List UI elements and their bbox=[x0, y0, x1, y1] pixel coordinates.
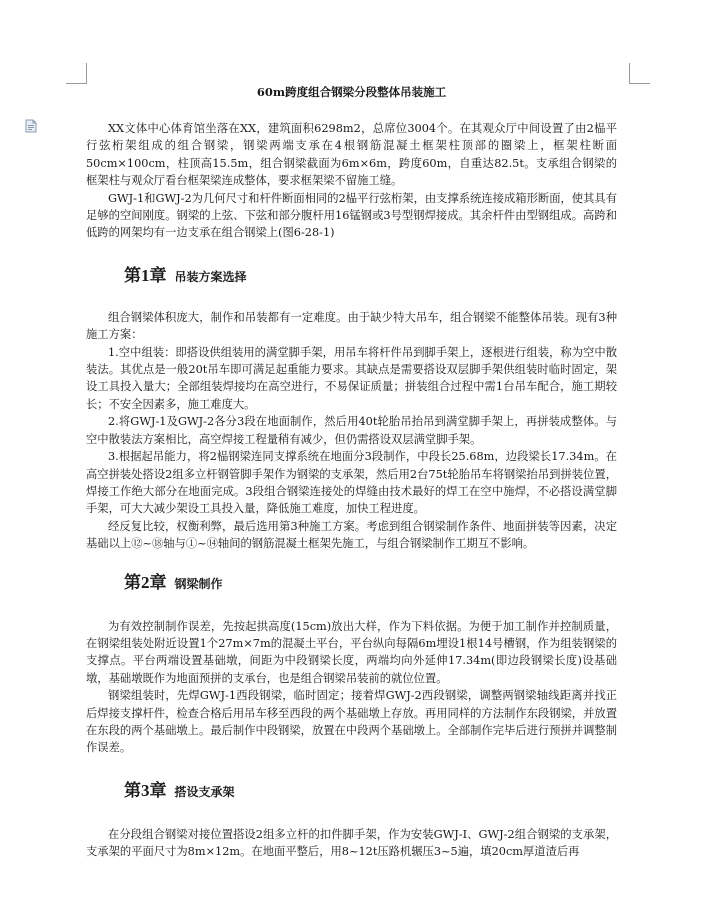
document-title: 60m跨度组合钢梁分段整体吊装施工 bbox=[256, 85, 447, 99]
intro-paragraph: GWJ-1和GWJ-2为几何尺寸和杆件断面相同的2榀平行弦桁架，由支撑系统连接成箱形断面，使其具有足够的空间刚度。钢梁的上弦、下弦和部分腹杆用16锰钢或3号型钢焊接成。其余杆件由型钢组成。高跨和低跨的网架均有一边支承在组合钢梁上(图6-28-1) bbox=[86, 191, 617, 240]
document-body bbox=[86, 82, 617, 861]
page-corner-mark-top-right bbox=[629, 63, 650, 84]
chapter-paragraph: 2.将GWJ-1及GWJ-2各分3段在地面制作，然后用40t轮胎吊抬吊到满堂脚手架上，再拼装成整体。与空中散装法方案相比，高空焊接工程量稍有减少，但仍需搭设双层满堂脚手架。 bbox=[86, 415, 617, 446]
chapter-paragraph: 3.根据起吊能力，将2榀钢梁连同支撑系统在地面分3段制作，中段长25.68m，边段梁长17.34m。在高空拼装处搭设2组多立杆钢管脚手架作为钢梁的支承架，然后用2台75t轮胎吊车将钢梁抬吊到拼装位置，焊接工作绝大部分在地面完成。3段组合钢梁连接处的焊缝由技术最好的焊工在空中施焊，不必搭设满堂脚手架，可大大减少架设工具投入量，降低施工难度，加快工程进度。 bbox=[86, 450, 617, 516]
chapter-name: 吊装方案选择 bbox=[174, 269, 247, 284]
chapter-paragraph: 经反复比较，权衡利弊，最后选用第3种施工方案。考虑到组合钢梁制作条件、地面拼装等因素，决定基础以上⑫~⑱轴与①~⑭轴间的钢筋混凝土框架先施工，与组合钢梁制作工期互不影响。 bbox=[86, 519, 617, 551]
document-icon[interactable] bbox=[24, 118, 38, 132]
chapter-number: 第1章 bbox=[124, 265, 167, 285]
chapter-name: 搭设支承架 bbox=[174, 784, 235, 799]
chapter-number: 第2章 bbox=[124, 572, 167, 592]
chapter-heading bbox=[86, 779, 617, 804]
chapter-paragraph: 钢梁组装时，先焊GWJ-1西段钢梁，临时固定；接着焊GWJ-2西段钢梁，调整两钢梁轴线距离并找正后焊接支撑杆件，检查合格后用吊车移至西段的两个基础墩上存放。再用同样的方法制作东段钢梁，并放置在东段的两个基础墩上。最后制作中段钢梁，放置在中段两个基础墩上。全部制作完毕后进行预拼并调整制作误差。 bbox=[86, 689, 617, 755]
chapter-paragraph: 为有效控制制作误差，先按起拱高度(15cm)放出大样，作为下料依据。为便于加工制作并控制质量，在钢梁组装处附近设置1个27m×7m的混凝土平台，平台纵向每隔6m埋设1根14号槽钢，作为组装钢梁的支撑点。平台两端设置基础墩，间距为中段钢梁长度，两端均向外延伸17.34m(即边段钢梁长度)设基础墩，基础墩既作为地面预拼的支承台，也是组合钢梁吊装前的就位位置。 bbox=[86, 619, 617, 685]
chapter-heading bbox=[86, 264, 617, 289]
page-corner-mark-top-left bbox=[66, 63, 87, 84]
intro-paragraph: XX文体中心体育馆坐落在XX，建筑面积6298m2，总席位3004个。在其观众厅中间设置了由2榀平行弦桁架组成的组合钢梁，钢梁两端支承在4根钢筋混凝土框架柱顶部的圈梁上，框架柱断面50cm×100cm，柱顶高15.5m，组合钢梁截面为6m×6m，跨度60m，自重达82.5t。支承组合钢梁的框架柱与观众厅看台框架梁连成整体，要求框架梁不留施工缝。 bbox=[86, 122, 617, 188]
chapter-paragraph: 在分段组合钢梁对接位置搭设2组多立杆的扣件脚手架，作为安装GWJ-I、GWJ-2组合钢梁的支承架，支承架的平面尺寸为8m×12m。在地面平整后，用8~12t压路机辗压3~5遍，填20cm厚道渣后再 bbox=[86, 827, 617, 859]
chapter-number: 第3章 bbox=[124, 780, 167, 800]
chapter-name: 钢梁制作 bbox=[174, 576, 223, 591]
chapter-heading bbox=[86, 571, 617, 596]
chapter-paragraph: 组合钢梁体积庞大，制作和吊装都有一定难度。由于缺少特大吊车，组合钢梁不能整体吊装。现有3种施工方案： bbox=[86, 310, 617, 342]
chapter-paragraph: 1.空中组装：即搭设供组装用的满堂脚手架，用吊车将杆件吊到脚手架上，逐根进行组装，称为空中散装法。其优点是一般20t吊车即可满足起重能力要求。其缺点是需要搭设双层脚手架供组装时临时固定，架设工具投入量大；全部组装焊接均在高空进行，不易保证质量；拼装组合过程中需1台吊车配合，施工期较长；不安全因素多，施工难度大。 bbox=[86, 345, 617, 411]
